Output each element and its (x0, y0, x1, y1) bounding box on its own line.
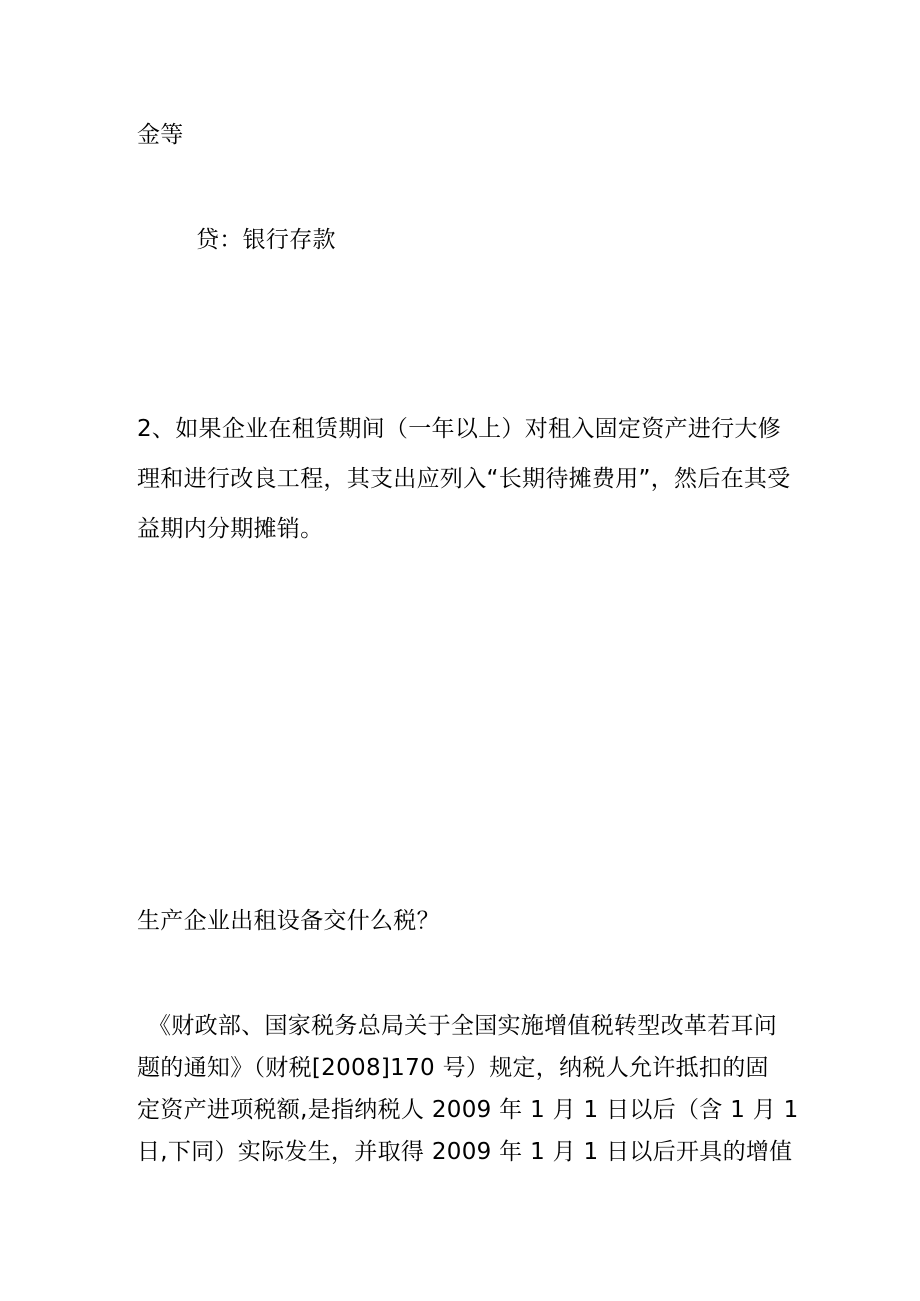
text-line-1: 金等 (137, 122, 184, 148)
text-line-credit: 贷：银行存款 (196, 227, 336, 253)
section-heading: 生产企业出租设备交什么税？ (137, 908, 440, 934)
paragraph-3-line-1: 《财政部、国家税务总局关于全国实施增值税转型改革若耳问 (148, 1013, 778, 1039)
paragraph-2-line-1: 2、如果企业在租赁期间（一年以上）对租入固定资产进行大修 (137, 416, 782, 442)
paragraph-2-line-3: 益期内分期摊销。 (137, 516, 324, 542)
paragraph-3-line-2: 题的通知》（财税[2008]170 号）规定，纳税人允许抵扣的固 (137, 1055, 769, 1081)
paragraph-3-line-3: 定资产进项税额,是指纳税人 2009 年 1 月 1 日以后（含 1 月 1 (137, 1097, 799, 1123)
paragraph-3-line-4: 日,下同）实际发生，并取得 2009 年 1 月 1 日以后开具的增值 (137, 1139, 793, 1165)
paragraph-2-line-2: 理和进行改良工程，其支出应列入“长期待摊费用”，然后在其受 (137, 466, 791, 492)
